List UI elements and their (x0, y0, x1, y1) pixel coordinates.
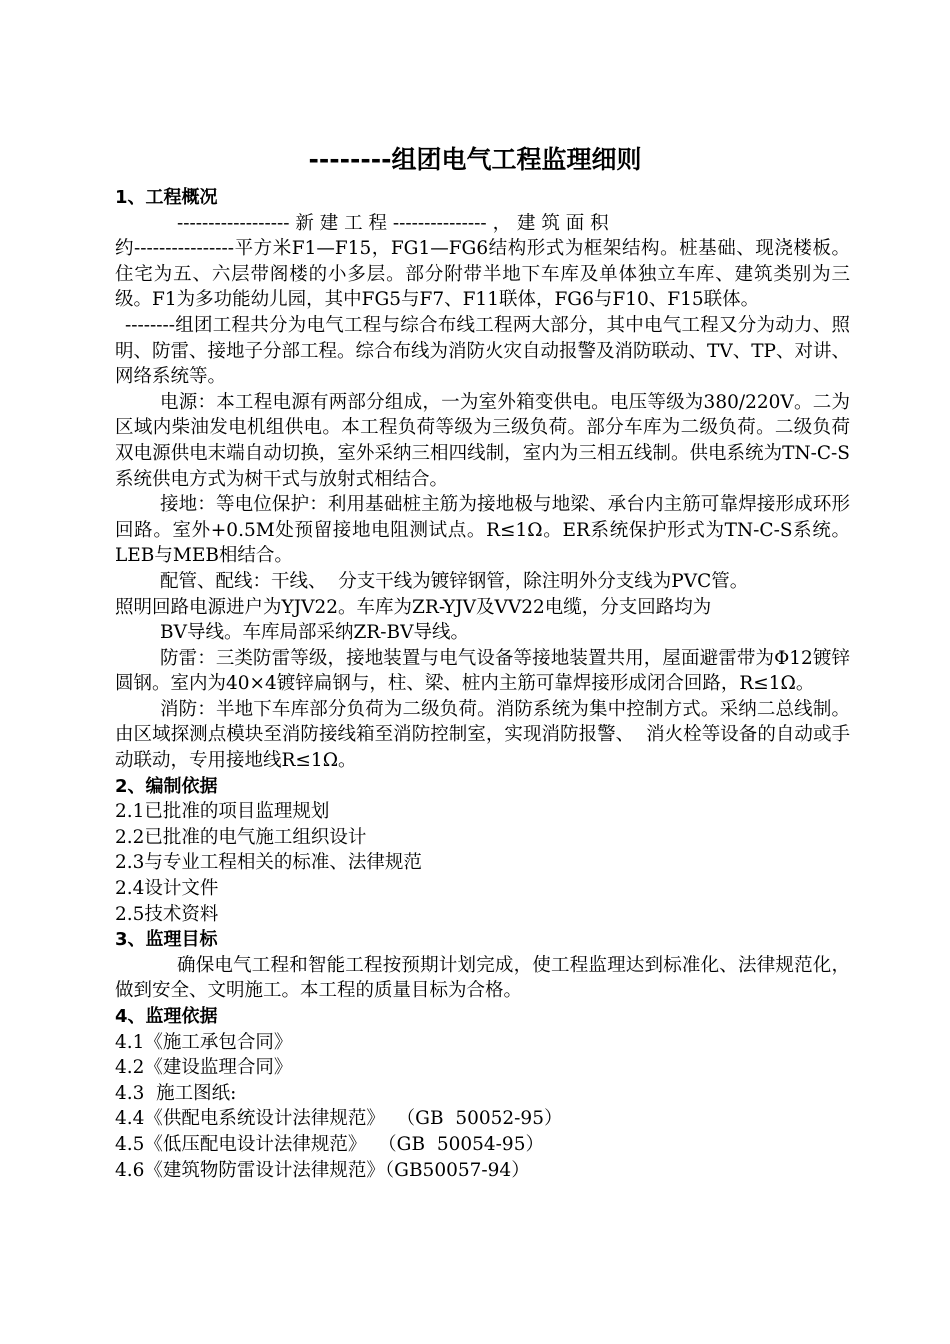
section-2-heading: 2、编制依据 (115, 775, 218, 797)
basis-item: 2.5技术资料 (115, 903, 219, 925)
piping-paragraph: 配管、配线：干线、 分支干线为镀锌钢管，除注明外分支线为PVC管。 (160, 570, 749, 592)
document-title: --------组团电气工程监理细则 (308, 145, 642, 174)
reference-item: 4.2《建设监理合同》 (115, 1057, 293, 1079)
basis-item: 2.3与专业工程相关的标准、法律规范 (115, 852, 422, 874)
lighting-line-1: 照明回路电源进户为YJV22。车库为ZR-YJV及VV22电缆，分支回路均为 (115, 596, 712, 618)
overview-paragraph: 约----------------平方米F1—F15，FG1—FG6结构形式为框架结构。桩基础、现浇楼板。住宅为五、六层带阁楼的小多层。部分附带半地下车库及单体独立车库、建筑类别为三级。F1为多功能幼儿园，其中FG5与F7、F11联体，FG6与F10、F15联体。 (115, 238, 850, 311)
basis-item: 2.1已批准的项目监理规划 (115, 801, 330, 823)
lightning-paragraph: 防雷：三类防雷等级，接地装置与电气设备等接地装置共用，屋面避雷带为Φ12镀锌圆钢。室内为40×4镀锌扁钢与，柱、梁、桩内主筋可靠焊接形成闭合回路，R≤1Ω。 (115, 647, 850, 695)
scope-paragraph: --------组团工程共分为电气工程与综合布线工程两大部分，其中电气工程又分为动力、照明、防雷、接地子分部工程。综合布线为消防火灾自动报警及消防联动、TV、TP、对讲、网络系统等。 (115, 314, 850, 388)
lighting-line-2: BV导线。车库局部采纳ZR-BV导线。 (160, 622, 469, 644)
goal-paragraph: 确保电气工程和智能工程按预期计划完成，使工程监理达到标准化、法律规范化，做到安全、文明施工。本工程的质量目标为合格。 (115, 954, 850, 1002)
overview-line-1: ------------------ 新 建 工 程 --------------- ， 建 筑 面 积 (177, 212, 609, 234)
section-4-heading: 4、监理依据 (115, 1006, 218, 1027)
reference-item: 4.6《建筑物防雷设计法律规范》（GB50057-94） (115, 1159, 530, 1181)
section-1-heading: 1、工程概况 (115, 187, 218, 208)
grounding-paragraph: 接地：等电位保护：利用基础桩主筋为接地极与地梁、承台内主筋可靠焊接形成环形回路。室外+0.5M处预留接地电阻测试点。R≤1Ω。ER系统保护形式为TN-C-S系统。LEB与MEB相结合。 (115, 494, 850, 567)
section-3-heading: 3、监理目标 (115, 929, 218, 951)
basis-item: 2.4设计文件 (115, 878, 219, 900)
reference-item: 4.3 施工图纸: (115, 1082, 237, 1104)
basis-item: 2.2已批准的电气施工组织设计 (115, 826, 367, 848)
reference-item: 4.1《施工承包合同》 (115, 1031, 293, 1053)
power-paragraph: 电源：本工程电源有两部分组成，一为室外箱变供电。电压等级为380/220V。二为区域内柴油发电机组供电。本工程负荷等级为三级负荷。部分车库为二级负荷。二级负荷双电源供电末端自动切换，室外采纳三相四线制，室内为三相五线制。供电系统为TN-C-S系统供电方式为树干式与放射式相结合。 (115, 391, 850, 490)
fire-paragraph: 消防：半地下车库部分负荷为二级负荷。消防系统为集中控制方式。采纳二总线制。由区域探测点模块至消防接线箱至消防控制室，实现消防报警、 消火栓等设备的自动或手动联动，专用接地线R≤1Ω。 (115, 698, 850, 772)
reference-item: 4.4《供配电系统设计法律规范》 （GB 50052-95） (115, 1108, 563, 1130)
document-body (115, 185, 850, 1183)
reference-item: 4.5《低压配电设计法律规范》 （GB 50054-95） (115, 1133, 544, 1155)
